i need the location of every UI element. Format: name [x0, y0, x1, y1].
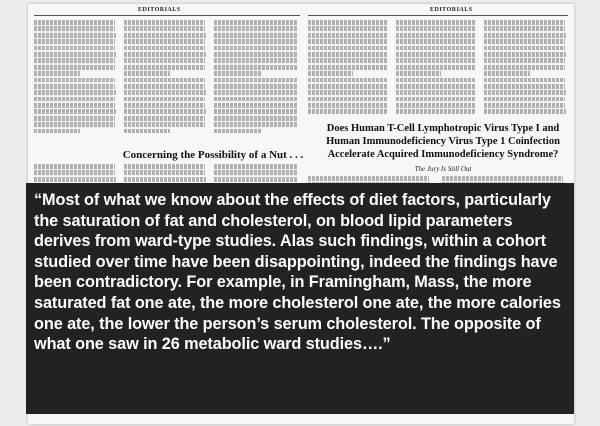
- text-line: [484, 20, 565, 25]
- text-line: [484, 71, 530, 76]
- text-line: [34, 46, 115, 51]
- text-line: [396, 78, 475, 83]
- text-line: [214, 170, 297, 175]
- text-line: [484, 39, 565, 44]
- text-line: [124, 122, 205, 127]
- text-line: [214, 177, 298, 182]
- article-left-title: Concerning the Possibility of a Nut . . .: [122, 149, 304, 161]
- text-line: [396, 71, 441, 76]
- text-line: [124, 58, 205, 63]
- text-line: [308, 20, 387, 25]
- text-line: [442, 176, 563, 181]
- text-line: [34, 84, 115, 89]
- text-line: [214, 109, 298, 114]
- text-line: [484, 109, 566, 114]
- masthead-rule-right: [308, 15, 568, 16]
- text-line: [214, 39, 297, 44]
- text-line: [34, 39, 115, 44]
- text-line: [484, 46, 565, 51]
- text-line: [34, 116, 115, 121]
- text-line: [484, 84, 565, 89]
- text-line: [34, 65, 115, 70]
- text-line: [484, 52, 566, 57]
- text-line: [124, 26, 205, 31]
- text-line: [34, 33, 116, 38]
- text-line: [308, 103, 388, 108]
- text-line: [214, 122, 297, 127]
- text-line: [214, 65, 297, 70]
- text-line: [214, 46, 297, 51]
- text-line: [396, 39, 475, 44]
- text-line: [214, 58, 297, 63]
- text-line: [308, 84, 388, 89]
- text-line: [34, 97, 115, 102]
- text-line: [214, 26, 297, 31]
- text-column-4: [308, 20, 390, 116]
- text-line: [124, 129, 170, 134]
- text-line: [308, 65, 388, 70]
- text-line: [34, 78, 115, 83]
- text-line: [124, 39, 205, 44]
- text-line: [214, 116, 297, 121]
- text-line: [124, 90, 206, 95]
- text-line: [396, 65, 476, 70]
- text-line: [124, 97, 205, 102]
- text-column-5: [396, 20, 478, 116]
- text-column-2: [124, 20, 208, 140]
- text-line: [396, 52, 476, 57]
- text-line: [308, 176, 429, 181]
- text-line: [308, 97, 387, 102]
- text-line: [34, 177, 116, 182]
- text-column-1: [34, 20, 118, 140]
- text-line: [124, 109, 206, 114]
- text-line: [396, 26, 476, 31]
- text-line: [214, 103, 297, 108]
- text-line: [308, 26, 388, 31]
- masthead-right: EDITORIALS: [430, 7, 473, 13]
- text-line: [124, 71, 170, 76]
- text-line: [214, 129, 261, 134]
- text-line: [124, 78, 205, 83]
- text-line: [124, 177, 206, 182]
- text-column-6: [484, 20, 568, 116]
- text-line: [308, 78, 387, 83]
- text-line: [484, 26, 565, 31]
- text-line: [124, 33, 206, 38]
- text-line: [214, 84, 297, 89]
- text-line: [124, 46, 205, 51]
- text-line: [308, 71, 353, 76]
- text-line: [214, 97, 297, 102]
- text-line: [124, 20, 205, 25]
- text-line: [396, 103, 476, 108]
- text-line: [34, 109, 116, 114]
- text-line: [308, 52, 388, 57]
- text-line: [484, 78, 565, 83]
- text-line: [124, 65, 205, 70]
- text-line: [308, 109, 388, 114]
- text-line: [308, 58, 387, 63]
- text-line: [34, 90, 116, 95]
- text-line: [396, 84, 476, 89]
- text-line: [484, 103, 565, 108]
- text-line: [34, 26, 115, 31]
- text-line: [214, 33, 298, 38]
- text-line: [34, 103, 115, 108]
- text-line: [34, 52, 116, 57]
- text-line: [396, 46, 476, 51]
- text-line: [124, 170, 205, 175]
- text-line: [214, 20, 297, 25]
- text-line: [308, 33, 388, 38]
- text-line: [124, 52, 206, 57]
- text-line: [214, 90, 298, 95]
- quote-text: “Most of what we know about the effects of diet factors, particularly the saturation of fat and cholesterol, on blood lipid parameters derives from ward-type studies. Alas such findings, within a cohort studied over time have been disappointing, indeed the findings have been contradictory. For example, in Framingham, Mass, the more saturated fat one ate, the more cholesterol one ate, the more calories one ate, the lower the person’s serum cholesterol. The opposite of what one saw in 26 metabolic ward studies….”: [34, 191, 561, 354]
- text-line: [124, 164, 205, 169]
- text-line: [484, 33, 566, 38]
- text-line: [214, 71, 261, 76]
- text-line: [484, 90, 566, 95]
- text-line: [34, 20, 115, 25]
- text-line: [34, 129, 80, 134]
- text-line: [124, 84, 205, 89]
- text-line: [34, 58, 115, 63]
- masthead-rule-left: [34, 15, 300, 16]
- text-line: [308, 46, 388, 51]
- text-line: [214, 164, 297, 169]
- text-line: [484, 65, 565, 70]
- text-line: [124, 116, 205, 121]
- text-line: [34, 122, 115, 127]
- masthead-left: EDITORIALS: [138, 7, 181, 13]
- text-line: [396, 97, 475, 102]
- text-line: [484, 97, 565, 102]
- text-line: [34, 71, 80, 76]
- text-line: [396, 109, 476, 114]
- article-right-title: Does Human T-Cell Lymphotropic Virus Type I and Human Immunodeficiency Virus Type 1 Coinfection Accelerate Acquired Immunodeficiency Syndrome?: [326, 123, 560, 160]
- text-line: [308, 39, 387, 44]
- text-line: [214, 52, 298, 57]
- text-line: [124, 103, 205, 108]
- text-column-3: [214, 20, 300, 140]
- article-right-subtitle: The Jury Is Still Out: [414, 165, 472, 173]
- text-line: [214, 78, 297, 83]
- text-line: [396, 58, 475, 63]
- text-line: [34, 170, 115, 175]
- text-line: [484, 58, 565, 63]
- text-line: [396, 20, 475, 25]
- text-line: [308, 90, 388, 95]
- text-line: [396, 33, 476, 38]
- text-line: [396, 90, 476, 95]
- text-line: [34, 164, 115, 169]
